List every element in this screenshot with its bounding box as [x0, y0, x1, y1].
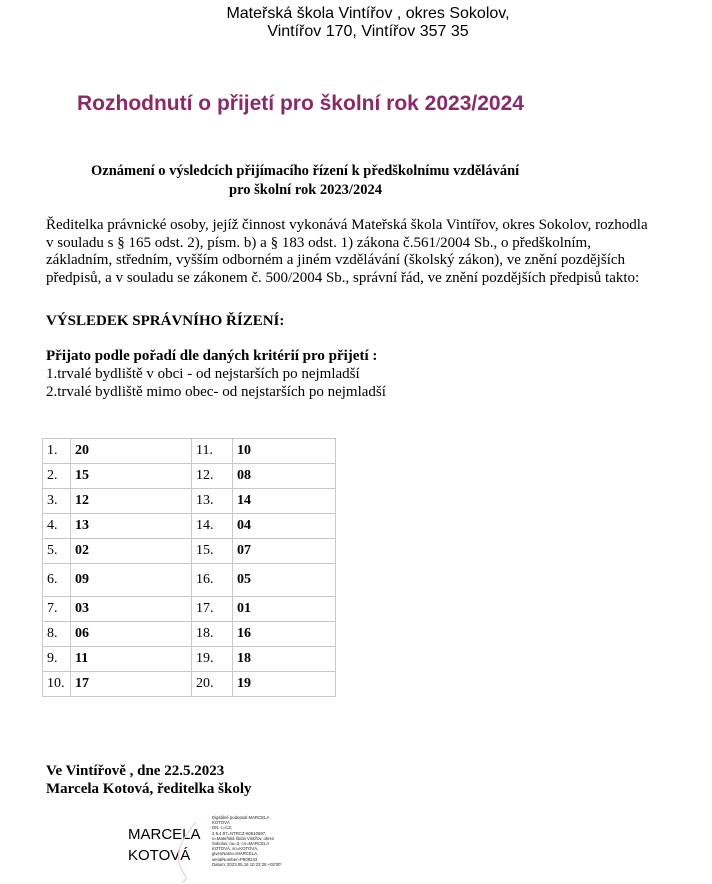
applicant-code-cell: 17 — [71, 672, 192, 697]
applicant-code-cell: 08 — [233, 464, 336, 489]
order-number-cell: 16. — [192, 564, 233, 597]
table-row — [43, 672, 336, 697]
table-row — [43, 539, 336, 564]
applicant-code-cell: 15 — [71, 464, 192, 489]
sig-meta-line: DN: c=CZ, — [212, 825, 233, 831]
criteria-heading: Přijato podle pořadí dle daných kritérií pro přijetí : — [46, 348, 378, 364]
sig-meta-line: KOTOVÁ — [212, 820, 230, 826]
sig-meta-line: Digitálně podepsal MARCELA — [212, 815, 270, 820]
table-row — [43, 622, 336, 647]
subtitle-line-2: pro školní rok 2023/2024 — [229, 182, 382, 198]
table-row — [43, 647, 336, 672]
applicant-code-cell: 06 — [71, 622, 192, 647]
signature-name-line: MARCELA — [128, 826, 201, 843]
order-number-cell: 2. — [43, 464, 71, 489]
school-name-line: Mateřská škola Vintířov , okres Sokolov, — [226, 5, 510, 22]
order-number-cell: 1. — [43, 439, 71, 464]
order-number-cell: 9. — [43, 647, 71, 672]
result-heading: VÝSLEDEK SPRÁVNÍHO ŘÍZENÍ: — [46, 313, 285, 329]
place-date: Ve Vintířově , dne 22.5.2023 — [46, 763, 225, 779]
order-number-cell: 13. — [192, 489, 233, 514]
order-number-cell: 4. — [43, 514, 71, 539]
order-number-cell: 6. — [43, 564, 71, 597]
order-number-cell: 8. — [43, 622, 71, 647]
order-number-cell: 15. — [192, 539, 233, 564]
school-address-line: Vintířov 170, Vintířov 357 35 — [267, 23, 469, 40]
order-number-cell: 5. — [43, 539, 71, 564]
applicant-code-cell: 18 — [233, 647, 336, 672]
table-row — [43, 439, 336, 464]
applicant-code-cell: 07 — [233, 539, 336, 564]
applicant-code-cell: 09 — [71, 564, 192, 597]
signature-name-line: KOTOVÁ — [128, 847, 191, 864]
signer-line: Marcela Kotová, ředitelka školy — [46, 781, 252, 797]
intro-paragraph — [46, 217, 696, 287]
order-number-cell: 7. — [43, 597, 71, 622]
intro-line: Ředitelka právnické osoby, jejíž činnost vykonává Mateřská škola Vintířov, okres Sokolov, rozhodla — [46, 217, 648, 233]
order-number-cell: 18. — [192, 622, 233, 647]
sig-meta-line: givenName=MARCELA, — [212, 851, 259, 857]
intro-line: základním, středním, vyšším odborném a jiném vzdělávání (školský zákon), ve znění pozdějších — [46, 252, 626, 269]
sig-meta-line: Datum: 2023.05.16 10:22:28 +02'00' — [212, 861, 282, 867]
sig-meta-line: serialNumber=P809243 — [212, 856, 258, 862]
table-row — [43, 564, 336, 597]
applicant-code-cell: 16 — [233, 622, 336, 647]
criteria-item: 1.trvalé bydliště v obci - od nejstarších po nejmladší — [46, 366, 360, 382]
applicant-code-cell: 10 — [233, 439, 336, 464]
applicant-code-cell: 20 — [71, 439, 192, 464]
order-number-cell: 10. — [43, 672, 71, 697]
intro-line: předpisů, a v souladu se zákonem č. 500/2004 Sb., správní řád, ve znění pozdějších předpisů takto: — [46, 269, 640, 286]
criteria-item: 2.trvalé bydliště mimo obec- od nejstarších po nejmladší — [46, 384, 386, 400]
applicant-code-cell: 13 — [71, 514, 192, 539]
signature-stroke-icon — [168, 820, 208, 884]
applicant-code-cell: 14 — [233, 489, 336, 514]
order-number-cell: 19. — [192, 647, 233, 672]
order-number-cell: 20. — [192, 672, 233, 697]
applicant-code-cell: 11 — [71, 647, 192, 672]
admission-table — [42, 438, 336, 697]
sig-meta-line: 2.5.4.97=NTRCZ-60610697, — [212, 830, 267, 836]
applicant-code-cell: 12 — [71, 489, 192, 514]
order-number-cell: 11. — [192, 439, 233, 464]
sig-meta-line: Sokolov, ou=3, cn=MARCELA — [212, 841, 270, 847]
subtitle-line-1: Oznámení o výsledcích přijímacího řízení k předškolnímu vzdělávání — [91, 163, 520, 179]
intro-line: v souladu s § 165 odst. 2), písm. b) a § 183 odst. 1) zákona č.561/2004 Sb., o předškolním, — [46, 234, 591, 251]
document-title: Rozhodnutí o přijetí pro školní rok 2023/2024 — [77, 92, 524, 115]
order-number-cell: 14. — [192, 514, 233, 539]
applicant-code-cell: 01 — [233, 597, 336, 622]
table-row — [43, 464, 336, 489]
table-row — [43, 489, 336, 514]
table-row — [43, 597, 336, 622]
applicant-code-cell: 19 — [233, 672, 336, 697]
order-number-cell: 3. — [43, 489, 71, 514]
applicant-code-cell: 03 — [71, 597, 192, 622]
applicant-code-cell: 04 — [233, 514, 336, 539]
sig-meta-line: o=Mateřská škola Vintířov, okres — [212, 835, 275, 841]
applicant-code-cell: 05 — [233, 564, 336, 597]
digital-signature-details — [212, 815, 281, 867]
applicant-code-cell: 02 — [71, 539, 192, 564]
table-row — [43, 514, 336, 539]
order-number-cell: 17. — [192, 597, 233, 622]
order-number-cell: 12. — [192, 464, 233, 489]
sig-meta-line: KOTOVÁ, sn=KOTOVÁ, — [212, 846, 259, 852]
